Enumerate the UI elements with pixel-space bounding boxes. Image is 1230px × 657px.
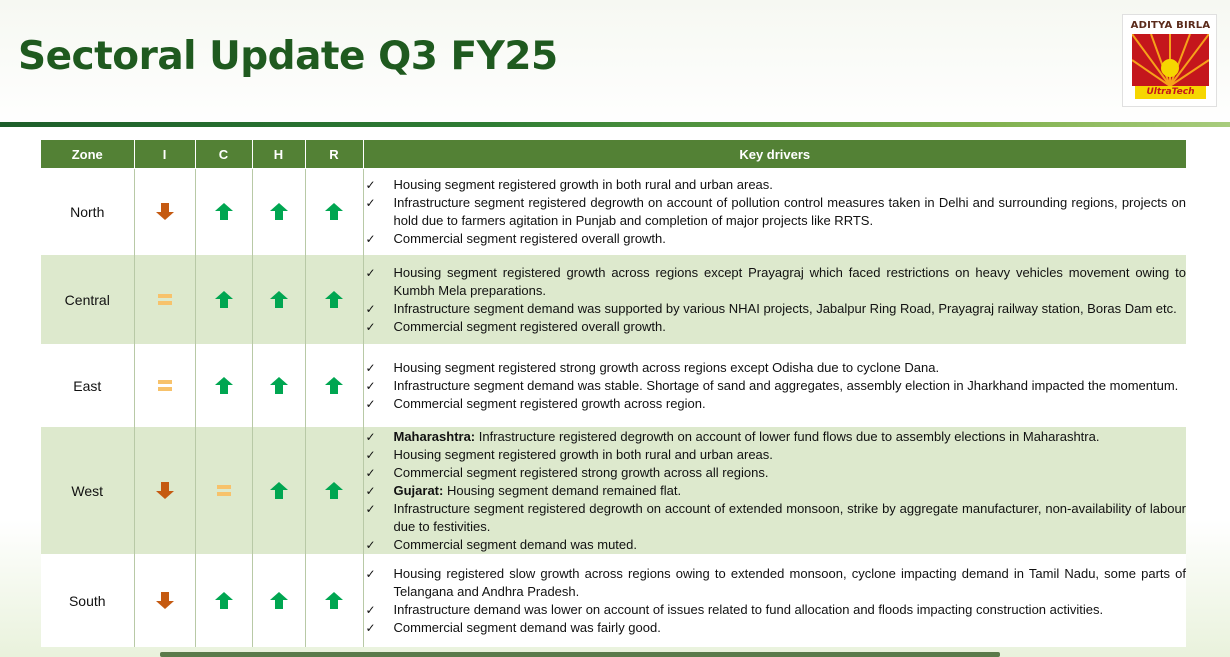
driver-text: Commercial segment demand was muted. (393, 536, 637, 552)
indicator-r (305, 555, 363, 647)
table-row (41, 555, 1186, 647)
zone-cell: South (41, 555, 134, 647)
indicator-i (134, 345, 195, 427)
table-row (41, 169, 1186, 255)
header-r: R (305, 140, 363, 169)
driver-text: Infrastructure segment registered degrowth on account of pollution control measures taken in Delhi and surrounding regions, projects on hold due to farmers agitation in Punjab and completion of major projects like RRTS. (393, 194, 1186, 228)
list-item (364, 601, 1187, 619)
check-icon: ✓ (365, 501, 376, 516)
zone-cell: West (41, 427, 134, 555)
driver-text: Housing segment registered strong growth across regions except Odisha due to cyclone Dana. (393, 359, 940, 375)
page-title: Sectoral Update Q3 FY25 (18, 34, 558, 79)
list-item (364, 428, 1187, 446)
logo-brand-text: ADITYA BIRLA (1130, 20, 1211, 31)
table-body (41, 169, 1186, 647)
driver-text: Commercial segment registered overall growth. (393, 318, 666, 334)
equal-icon (158, 294, 172, 305)
list-item (364, 300, 1187, 318)
key-drivers-cell (363, 555, 1186, 647)
up-arrow-icon (215, 291, 233, 308)
up-arrow-icon (215, 377, 233, 394)
list-item (364, 264, 1187, 300)
up-arrow-icon (270, 592, 288, 609)
indicator-h (252, 169, 305, 255)
check-icon: ✓ (365, 429, 376, 444)
up-arrow-icon (325, 291, 343, 308)
indicator-i (134, 169, 195, 255)
indicator-r (305, 169, 363, 255)
driver-text: Infrastructure segment registered degrowth on account of extended monsoon, strike by aggregate manufacturer, non-availability of labour due to festivities. (393, 500, 1186, 534)
header-zone: Zone (41, 140, 134, 169)
list-item (364, 230, 1187, 248)
up-arrow-icon (215, 203, 233, 220)
up-arrow-icon (270, 203, 288, 220)
driver-text: Housing registered slow growth across regions owing to extended monsoon, cyclone impacting demand in Tamil Nadu, some parts of Telangana and Andhra Pradesh. (393, 565, 1186, 599)
header-c: C (195, 140, 252, 169)
driver-list (364, 565, 1187, 637)
driver-list (364, 176, 1187, 248)
list-item (364, 377, 1187, 395)
list-item (364, 500, 1187, 536)
key-drivers-cell (363, 255, 1186, 345)
list-item (364, 446, 1187, 464)
indicator-r (305, 255, 363, 345)
driver-text: Commercial segment registered overall growth. (393, 230, 666, 246)
footer-bar (160, 652, 1000, 657)
indicator-i (134, 427, 195, 555)
check-icon: ✓ (365, 195, 376, 210)
list-item (364, 536, 1187, 554)
up-arrow-icon (325, 482, 343, 499)
list-item (364, 318, 1187, 336)
check-icon: ✓ (365, 602, 376, 617)
list-item (364, 482, 1187, 500)
key-drivers-cell (363, 345, 1186, 427)
header-i: I (134, 140, 195, 169)
list-item (364, 464, 1187, 482)
driver-text: Commercial segment registered strong growth across all regions. (393, 464, 769, 480)
list-item (364, 395, 1187, 413)
list-item (364, 176, 1187, 194)
company-logo (1122, 14, 1217, 107)
list-item (364, 619, 1187, 637)
up-arrow-icon (215, 592, 233, 609)
check-icon: ✓ (365, 360, 376, 375)
check-icon: ✓ (365, 301, 376, 316)
indicator-h (252, 255, 305, 345)
driver-text: Infrastructure segment demand was supported by various NHAI projects, Jabalpur Ring Road, Prayagraj railway station, Boras Dam etc. (393, 300, 1177, 316)
indicator-r (305, 427, 363, 555)
key-drivers-cell (363, 427, 1186, 555)
check-icon: ✓ (365, 231, 376, 246)
up-arrow-icon (270, 482, 288, 499)
equal-icon (217, 485, 231, 496)
indicator-r (305, 345, 363, 427)
check-icon: ✓ (365, 465, 376, 480)
zone-cell: Central (41, 255, 134, 345)
driver-region-label: Maharashtra: (393, 428, 476, 444)
up-arrow-icon (270, 377, 288, 394)
driver-text: Infrastructure segment demand was stable. Shortage of sand and aggregates, assembly election in Jharkhand impacted the momentum. (393, 377, 1179, 393)
key-drivers-cell (363, 169, 1186, 255)
sectoral-table (41, 140, 1186, 647)
down-arrow-icon (156, 482, 174, 499)
table-row (41, 427, 1186, 555)
check-icon: ✓ (365, 378, 376, 393)
table-header-row (41, 140, 1186, 169)
logo-sub-text: UltraTech (1135, 86, 1206, 99)
indicator-i (134, 555, 195, 647)
indicator-i (134, 255, 195, 345)
driver-list (364, 428, 1187, 554)
indicator-c (195, 427, 252, 555)
equal-icon (158, 380, 172, 391)
driver-text: Commercial segment registered growth across region. (393, 395, 706, 411)
indicator-h (252, 555, 305, 647)
indicator-c (195, 169, 252, 255)
indicator-c (195, 555, 252, 647)
driver-text: Housing segment registered growth in both rural and urban areas. (393, 176, 773, 192)
indicator-c (195, 345, 252, 427)
down-arrow-icon (156, 592, 174, 609)
header-divider (0, 122, 1230, 127)
indicator-h (252, 345, 305, 427)
driver-text: Infrastructure demand was lower on account of issues related to fund allocation and floods impacting construction activities. (393, 601, 1104, 617)
up-arrow-icon (325, 592, 343, 609)
check-icon: ✓ (365, 566, 376, 581)
header-h: H (252, 140, 305, 169)
down-arrow-icon (156, 203, 174, 220)
check-icon: ✓ (365, 319, 376, 334)
up-arrow-icon (325, 203, 343, 220)
check-icon: ✓ (365, 177, 376, 192)
zone-cell: North (41, 169, 134, 255)
driver-text: Commercial segment demand was fairly good. (393, 619, 661, 635)
check-icon: ✓ (365, 447, 376, 462)
check-icon: ✓ (365, 537, 376, 552)
header-key-drivers: Key drivers (363, 140, 1186, 169)
check-icon: ✓ (365, 483, 376, 498)
up-arrow-icon (270, 291, 288, 308)
logo-sun-icon (1132, 34, 1209, 86)
driver-list (364, 264, 1187, 336)
table-row (41, 255, 1186, 345)
list-item (364, 194, 1187, 230)
indicator-c (195, 255, 252, 345)
driver-text: Housing segment registered growth in both rural and urban areas. (393, 446, 773, 462)
check-icon: ✓ (365, 265, 376, 280)
driver-text: Housing segment demand remained flat. (443, 482, 682, 498)
indicator-h (252, 427, 305, 555)
up-arrow-icon (325, 377, 343, 394)
list-item (364, 565, 1187, 601)
driver-text: Housing segment registered growth across regions except Prayagraj which faced restrictions on heavy vehicles movement owing to Kumbh Mela preparations. (393, 264, 1186, 298)
table-row (41, 345, 1186, 427)
check-icon: ✓ (365, 396, 376, 411)
driver-text: Infrastructure registered degrowth on account of lower fund flows due to assembly elections in Maharashtra. (475, 428, 1100, 444)
check-icon: ✓ (365, 620, 376, 635)
driver-list (364, 359, 1187, 413)
list-item (364, 359, 1187, 377)
zone-cell: East (41, 345, 134, 427)
driver-region-label: Gujarat: (393, 482, 444, 498)
